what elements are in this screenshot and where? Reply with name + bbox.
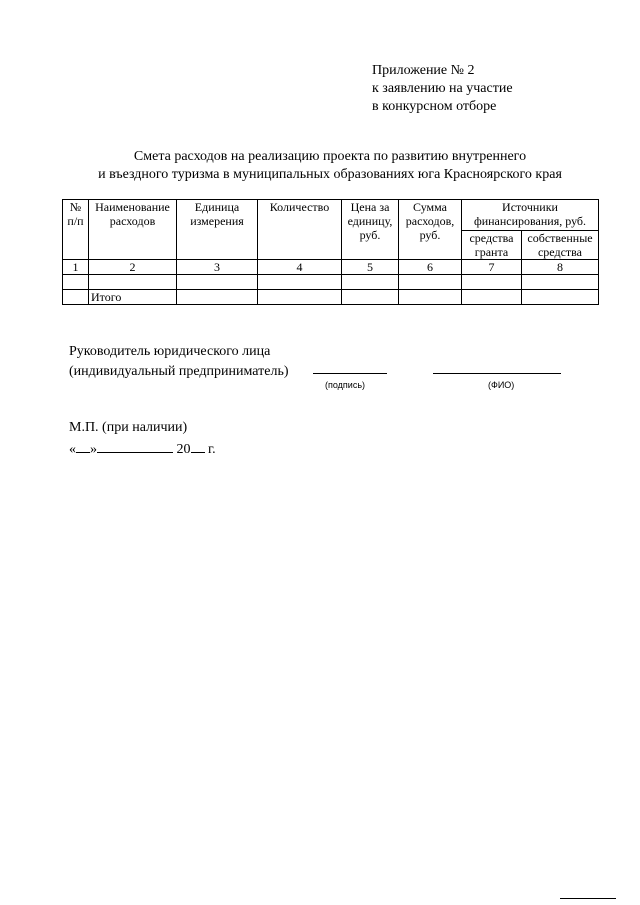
fio-caption: (ФИО) [488, 380, 515, 390]
total-label: Итого [89, 290, 177, 305]
col-number: 6 [399, 260, 462, 275]
header-sources: Источники финансирования, руб. [462, 200, 599, 231]
table-cell [399, 290, 462, 305]
quote-open: « [69, 442, 76, 457]
title-line-2: и въездного туризма в муниципальных образованиях юга Красноярского края [98, 167, 562, 182]
quote-close: » [90, 442, 97, 457]
col-number: 1 [63, 260, 89, 275]
header-price: Цена за единицу, руб. [342, 200, 399, 260]
estimate-table [62, 199, 599, 305]
title-line-1: Смета расходов на реализацию проекта по развитию внутреннего [133, 149, 527, 164]
table-cell [177, 275, 258, 290]
header-name: Наименование расходов [89, 200, 177, 260]
header-no: № п/п [63, 200, 89, 260]
table-cell [63, 275, 89, 290]
table-cell [462, 275, 522, 290]
col-number: 4 [258, 260, 342, 275]
table-row-empty [63, 275, 599, 290]
table-row-total [63, 290, 599, 305]
table-cell [258, 275, 342, 290]
table-cell [399, 275, 462, 290]
signature-caption: (подпись) [325, 380, 366, 390]
year-blank [191, 438, 205, 453]
manager-subtitle: (индивидуальный предприниматель) [69, 364, 289, 379]
col-number: 5 [342, 260, 399, 275]
header-qty: Количество [258, 200, 342, 260]
table-cell [89, 275, 177, 290]
footer-line [560, 898, 616, 899]
annex-line-2: к заявлению на участие [372, 81, 513, 96]
manager-title: Руководитель юридического лица [69, 344, 271, 359]
annex-block [372, 62, 513, 116]
header-grant: средства гранта [462, 231, 522, 260]
header-sum: Сумма расходов, руб. [399, 200, 462, 260]
annex-line-1: Приложение № 2 [372, 63, 475, 78]
table-cell [342, 290, 399, 305]
year-suffix: г. [208, 442, 216, 457]
table-cell [522, 275, 599, 290]
day-blank [76, 438, 90, 453]
signature-block [69, 342, 289, 382]
year-prefix: 20 [176, 442, 191, 457]
header-own: собственные средства [522, 231, 599, 260]
stamp-place: М.П. (при наличии) [69, 420, 188, 435]
table-cell [522, 290, 599, 305]
month-blank [97, 438, 173, 453]
col-number: 8 [522, 260, 599, 275]
col-number: 2 [89, 260, 177, 275]
annex-line-3: в конкурсном отборе [372, 99, 497, 114]
table-cell [63, 290, 89, 305]
table-cell [177, 290, 258, 305]
col-number: 7 [462, 260, 522, 275]
table-cell [342, 275, 399, 290]
fio-line [433, 373, 561, 374]
header-unit: Единица измерения [177, 200, 258, 260]
signature-line [313, 373, 387, 374]
col-number: 3 [177, 260, 258, 275]
table-cell [462, 290, 522, 305]
date-line [69, 438, 216, 460]
document-title [40, 148, 620, 184]
table-cell [258, 290, 342, 305]
